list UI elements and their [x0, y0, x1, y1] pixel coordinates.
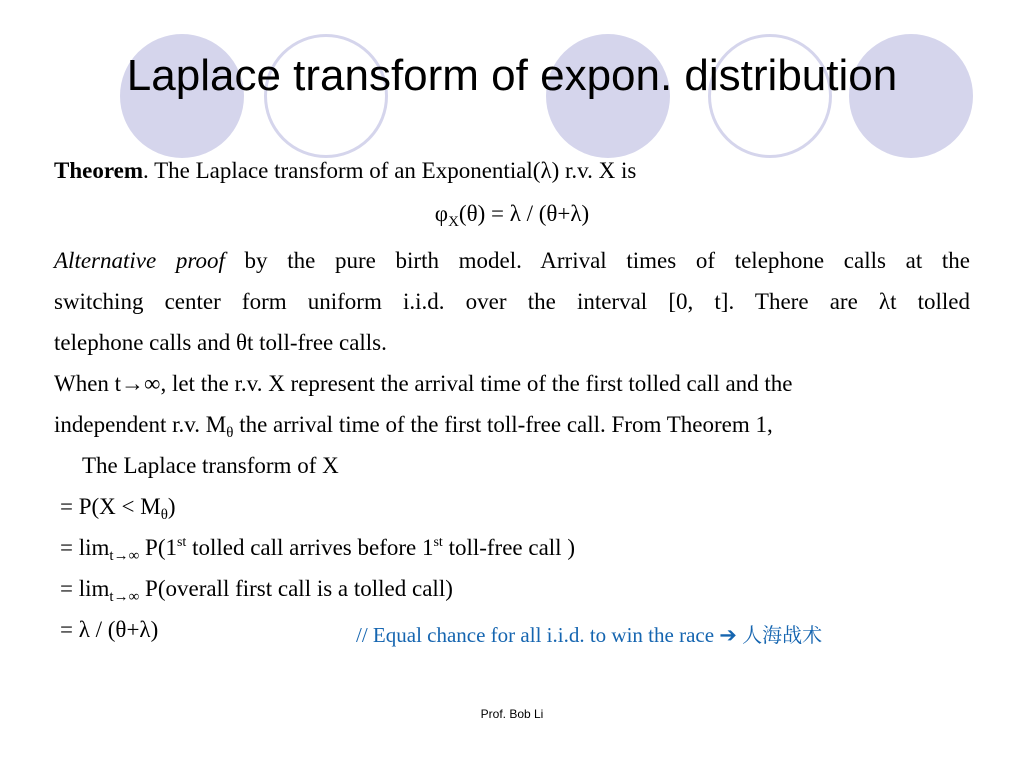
derivation-step-1 — [60, 494, 176, 524]
formula-phi: φ — [434, 201, 449, 226]
theorem-formula — [54, 201, 970, 231]
proof-line-5-a: independent r.v. M — [54, 412, 227, 437]
proof-lead: Alternative proof — [54, 248, 225, 273]
step2-sub: t→∞ — [109, 548, 140, 564]
step1-sub: θ — [160, 507, 168, 523]
step2-a: = lim — [60, 535, 110, 560]
footer-author: Prof. Bob Li — [480, 707, 544, 721]
step2-b: P(1 — [139, 535, 177, 560]
step2-c: tolled call arrives before 1 — [186, 535, 434, 560]
derivation-step-4: = λ / (θ+λ) — [60, 617, 159, 642]
derivation-comment — [356, 619, 822, 648]
proof-line-2: switching center form uniform i.i.d. over the interval [0, t]. There are λt tolled — [54, 289, 970, 314]
step2-d: toll-free call ) — [442, 535, 575, 560]
step3-sub: t→∞ — [109, 589, 140, 605]
theorem-text: . The Laplace transform of an Exponential(λ) r.v. X is — [143, 158, 637, 183]
derivation-step-2 — [60, 535, 575, 565]
step3-a: = lim — [60, 576, 110, 601]
comment-text: // Equal chance for all i.i.d. to win the race ➔ — [356, 623, 743, 647]
proof-line-3: telephone calls and θt toll-free calls. — [54, 330, 387, 355]
proof-line-6: The Laplace transform of X — [82, 453, 339, 478]
derivation-step-3 — [60, 576, 453, 606]
comment-cjk: 人海战术 — [742, 623, 823, 647]
step3-b: P(overall first call is a tolled call) — [139, 576, 453, 601]
proof-line-1-rest: by the pure birth model. Arrival times of telephone calls at the — [224, 248, 970, 273]
proof-line-5-b: the arrival time of the first toll-free call. From Theorem 1, — [233, 412, 773, 437]
proof-line-4: When t→∞, let the r.v. X represent the arrival time of the first tolled call and the — [54, 371, 793, 396]
formula-sub-x: X — [448, 214, 459, 230]
step1-a: = P(X < M — [60, 494, 161, 519]
step2-sup1: st — [176, 535, 187, 550]
proof-line-1 — [54, 248, 970, 274]
step2-sup2: st — [433, 535, 443, 550]
slide-title: Laplace transform of expon. distribution — [126, 51, 898, 100]
formula-rhs: (θ) = λ / (θ+λ) — [458, 201, 590, 226]
theorem-label: Theorem — [54, 158, 144, 183]
step1-b: ) — [167, 494, 176, 519]
proof-line-5 — [54, 412, 773, 442]
theorem-line — [54, 158, 636, 184]
proof-line-5-sub: θ — [226, 425, 234, 441]
